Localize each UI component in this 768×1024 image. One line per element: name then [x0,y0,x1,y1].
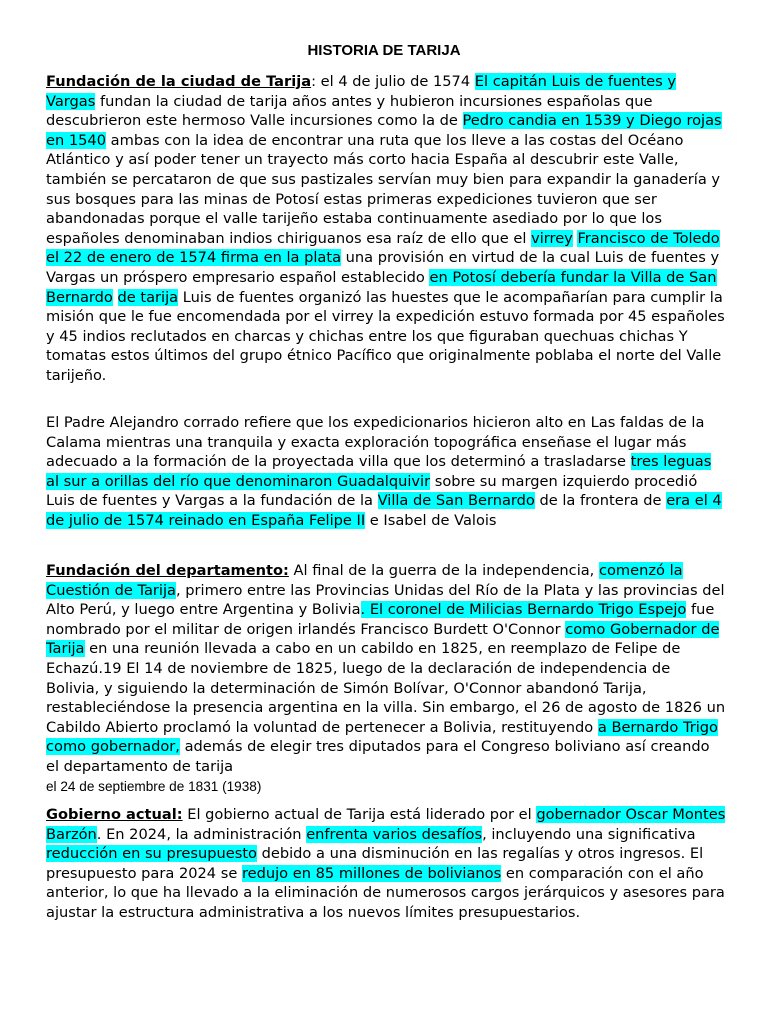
paragraph-fundacion-departamento [46,561,726,796]
text-span: e Isabel de Valois [365,511,497,529]
text-span: en una reunión llevada a cabo en un cabildo en 1825, en reemplazo de Felipe de Echazú.19 El 14 de noviembre de 1825, luego de la declaración de independencia de Bolivia, y siguiendo la determinación de Simón Bolívar, O'Connor abandonó Tarija, restableciéndose la presencia argentina en la villa. Sin embargo, el 26 de agosto de 1826 un Cabildo Abierto proclamó la voluntad de pertenecer a Bolivia, restituyendo [46,640,726,736]
text-span: en comparación con el año anterior, lo que ha llevado a la eliminación de numerosos cargos jerárquicos y asesores para ajustar la estructura administrativa a los nuevos límites presupuestarios. [46,864,725,921]
paragraph-gobierno-actual [46,805,726,923]
highlighted-text: El capitán Luis de fuentes y Vargas [46,73,677,110]
highlighted-text: Villa de San Bernardo [377,492,535,510]
highlighted-text: como Gobernador de Tarija [46,620,720,658]
highlighted-text: Pedro candia en 1539 y Diego rojas en 1540 [46,112,722,149]
highlighted-text: virrey [531,229,573,247]
highlighted-text: reducción en su presupuesto [46,845,257,863]
text-span: fue nombrado por el militar de origen irlandés Francisco Burdett O'Connor [46,601,715,638]
highlighted-text: . El coronel de Milicias Bernardo Trigo Espejo [360,601,687,619]
text-span: ambas con la idea de encontrar una ruta que los lleve a las costas del Océano Atlántico y así poder tener un trayecto más corto hacia España al descubrir este Valle, también se percataron de que sus pastizales servían muy bien para expandir la ganadería y sus bosques para las minas de Potosí estas primeras expediciones tuvieron que ser abandonadas porque el valle tarijeño estaba continuamente asediado por lo que los españoles denominaban indios chiriguanos esa raíz de ello que el [46,131,721,247]
text-span: , primero entre las Provincias Unidas del Río de la Plata y las provincias del Alto Perú, y luego entre Argentina y Bolivia [46,581,725,619]
paragraph-fundacion-ciudad [46,72,726,386]
highlighted-text: en Potosí debería fundar la Villa de San Bernardo [46,268,717,306]
highlighted-text: a Bernardo Trigo como gobernador, [46,718,718,756]
section-heading-gobierno-actual: Gobierno actual: [46,806,183,823]
highlighted-text: redujo en 85 millones de bolivianos [241,864,502,882]
text-span: El gobierno actual de Tarija está liderado por el [182,806,537,823]
highlighted-text: Francisco de Toledo el 22 de enero de 1574 firma en la plata [46,229,720,267]
highlighted-text: de tarija [117,288,179,306]
text-span: de la frontera de [534,492,667,510]
highlighted-text: enfrenta varios desafíos [306,825,483,843]
text-span: El Padre Alejandro corrado refiere que los expedicionarios hicieron alto en Las faldas de la Calama mientras una tranquila y exacta exploración topográfica enseñase el lugar más adecuado a la formación de la proyectada villa que los determinó a trasladarse [46,414,705,471]
text-span: . En 2024, la administración [96,825,307,843]
highlighted-text: comenzó la Cuestión de Tarija [46,562,683,599]
section-heading-fundacion-departamento: Fundación del departamento: [46,562,289,579]
section-heading-fundacion-ciudad: Fundación de la ciudad de Tarija [46,73,312,90]
highlighted-text: gobernador Oscar Montes Barzón [46,806,726,843]
paragraph-padre-corrado [46,413,726,531]
text-span: : el 4 de julio de 1574 [311,73,475,90]
text-span: además de elegir tres diputados para el Congreso boliviano así creando el departamento de tarija [46,738,710,775]
text-span: fundan la ciudad de tarija años antes y hubieron incursiones españolas que descubrieron este hermoso Valle incursiones como la de [46,92,653,130]
text-span: sobre su margen izquierdo procedió Luis de fuentes y Vargas a la fundación de la [46,472,698,510]
highlighted-text: tres leguas al sur a orillas del río que denominaron Guadalquivir [46,453,712,490]
text-span: , incluyendo una significativa [482,825,696,843]
date-note: el 24 de septiembre de 1831 (1938) [46,778,262,794]
document-title: HISTORIA DE TARIJA [307,42,461,59]
text-span: Luis de fuentes organizó las huestes que le acompañarían para cumplir la misión que le fue encomendada por el virrey la expedición estuvo formada por 45 españoles y 45 indios reclutados en charcas y chichas entre los que figuraban quechuas chichas Y tomatas estos últimos del grupo étnico Pacífico que originalmente poblaba el norte del Valle tarijeño. [46,288,725,384]
text-span [113,289,118,306]
text-span: una provisión en virtud de la cual Luis de fuentes y Vargas un próspero empresario español establecido [46,249,720,286]
text-span: debido a una disminución en las regalías y otros ingresos. El presupuesto para 2024 se [46,845,704,882]
highlighted-text: era el 4 de julio de 1574 reinado en España Felipe II [46,492,722,529]
text-span: Al final de la guerra de la independencia, [288,562,599,579]
